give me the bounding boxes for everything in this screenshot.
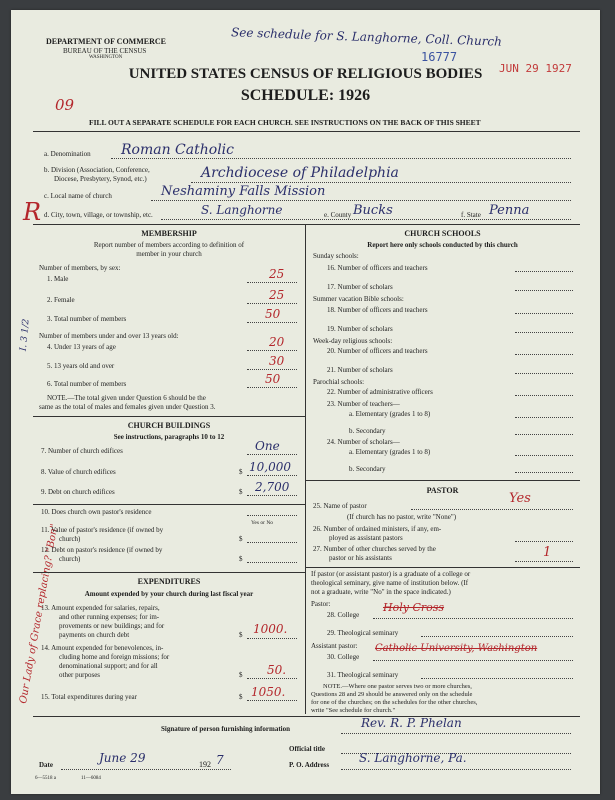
date-value: June 29 xyxy=(99,751,146,765)
q3-value: 50 xyxy=(265,307,281,321)
q14-label-4: other purposes xyxy=(59,671,101,679)
q22-label: 22. Number of administrative officers xyxy=(327,388,433,396)
q13-label-1: 13. Amount expended for salaries, repairs, xyxy=(41,604,160,612)
pastor-note-1: NOTE.—Where one pastor serves two or more churches, xyxy=(323,683,472,690)
parochial-label: Parochial schools: xyxy=(313,378,365,386)
q21-label: 21. Number of scholars xyxy=(327,366,393,374)
q31-label: 31. Theological seminary xyxy=(327,671,399,679)
q13-dollar: $ xyxy=(239,631,243,639)
q9-value: 2,700 xyxy=(255,480,290,494)
q26-label-1: 26. Number of ordained ministers, if any, em- xyxy=(313,525,442,533)
instruction-line: FILL OUT A SEPARATE SCHEDULE FOR EACH CHURCH. SEE INSTRUCTIONS ON THE BACK OF THIS SHEET xyxy=(89,118,481,127)
grad-note-1: If pastor (or assistant pastor) is a graduate of a college or xyxy=(311,570,471,578)
division-label-2: Diocese, Presbytery, Synod, etc.) xyxy=(54,175,147,183)
q24a-label: a. Elementary (grades 1 to 8) xyxy=(349,448,431,456)
q14-dollar: $ xyxy=(239,671,243,679)
q7-value: One xyxy=(255,439,280,453)
q18-label: 18. Number of officers and teachers xyxy=(327,306,428,314)
q26-label-2: ployed as assistant pastors xyxy=(329,534,403,542)
po-address-label: P. O. Address xyxy=(289,761,330,769)
weekday-label: Week-day religious schools: xyxy=(313,337,393,345)
city-label: WASHINGTON xyxy=(89,55,123,60)
date-label: Date xyxy=(39,761,53,769)
pastor-note-2: Questions 28 and 29 should be answered only on the schedule xyxy=(311,691,473,698)
q27-label-2: pastor or his assistants xyxy=(329,554,392,562)
yes-no-hint: Yes or No xyxy=(251,520,274,526)
red-code: 09 xyxy=(55,96,75,114)
q8-dollar: $ xyxy=(239,468,243,476)
q13-label-2: and other running expenses; for im- xyxy=(59,613,160,621)
by-sex-label: Number of members, by sex: xyxy=(39,264,121,272)
q9-label: 9. Debt on church edifices xyxy=(41,488,115,496)
denomination-value: Roman Catholic xyxy=(121,142,234,158)
q23b-label: b. Secondary xyxy=(349,427,386,435)
q25-label: 25. Name of pastor xyxy=(313,502,367,510)
membership-note-1: NOTE.—The total given under Question 6 should be the xyxy=(47,394,206,402)
q27-value: 1 xyxy=(543,545,552,560)
q6-value: 50 xyxy=(265,372,281,386)
age-label: Number of members under and over 13 years old: xyxy=(39,332,179,340)
county-value: Bucks xyxy=(353,203,393,218)
q29-label: 29. Theological seminary xyxy=(327,629,399,637)
local-name-value: Neshaminy Falls Mission xyxy=(161,184,326,199)
year-value: 7 xyxy=(216,753,224,767)
q7-label: 7. Number of church edifices xyxy=(41,447,123,455)
serial-number: 16777 xyxy=(421,50,458,64)
q17-label: 17. Number of scholars xyxy=(327,283,393,291)
local-name-label: c. Local name of church xyxy=(44,192,112,200)
q2-label: 2. Female xyxy=(47,296,75,304)
q8-value: 10,000 xyxy=(249,460,291,474)
q14-value: 50. xyxy=(267,663,287,677)
q14-label-1: 14. Amount expended for benevolences, in- xyxy=(41,644,164,652)
dept-label: DEPARTMENT OF COMMERCE xyxy=(46,37,167,46)
q12-dollar: $ xyxy=(239,555,243,563)
official-title-label: Official title xyxy=(289,745,325,753)
q12-label-2: church) xyxy=(59,555,81,563)
q10-label: 10. Does church own pastor's residence xyxy=(41,508,152,516)
q16-label: 16. Number of officers and teachers xyxy=(327,264,428,272)
expenditures-sub: Amount expended by your church during last fiscal year xyxy=(84,590,254,598)
margin-note: Our Lady of Grace replacing? "Bon" xyxy=(18,523,61,705)
pastor-title: PASTOR xyxy=(426,486,459,495)
q4-label: 4. Under 13 years of age xyxy=(47,343,116,351)
q24b-label: b. Secondary xyxy=(349,465,386,473)
membership-sub1: Report number of members according to definition of xyxy=(93,241,245,249)
q23a-label: a. Elementary (grades 1 to 8) xyxy=(349,410,431,418)
form-title: UNITED STATES CENSUS OF RELIGIOUS BODIES xyxy=(128,66,483,82)
q15-dollar: $ xyxy=(239,693,243,701)
q14-label-2: cluding home and foreign missions; for xyxy=(59,653,170,661)
q23-label: 23. Number of teachers— xyxy=(327,400,400,408)
bureau-label: BUREAU OF THE CENSUS xyxy=(63,47,147,55)
q13-value: 1000. xyxy=(253,622,288,636)
form-code-2: 11—6084 xyxy=(81,776,101,781)
pastor-sub-label: Pastor: xyxy=(311,600,331,608)
q20-label: 20. Number of officers and teachers xyxy=(327,347,428,355)
city-field-label: d. City, town, village, or township, etc. xyxy=(44,211,153,219)
q1-value: 25 xyxy=(269,267,285,281)
buildings-sub: See instructions, paragraphs 10 to 12 xyxy=(113,433,225,441)
q15-label: 15. Total expenditures during year xyxy=(41,693,137,701)
grad-note-2: theological seminary, give name of institution below. (If xyxy=(311,579,469,587)
q3-label: 3. Total number of members xyxy=(47,315,127,323)
division-label-1: b. Division (Association, Conference, xyxy=(44,166,150,174)
q27-label-1: 27. Number of other churches served by the xyxy=(313,545,436,553)
q5-value: 30 xyxy=(269,354,285,368)
county-label: e. County xyxy=(324,211,352,219)
q5-label: 5. 13 years old and over xyxy=(47,362,115,370)
date-stamp: JUN 29 1927 xyxy=(499,62,572,75)
membership-sub2: member in your church xyxy=(136,250,202,258)
grad-note-3: not a graduate, write "No" in the space indicated.) xyxy=(311,588,451,596)
q9-dollar: $ xyxy=(239,488,243,496)
form-code: 6—5518 a xyxy=(35,776,56,781)
q13-label-3: provements or new buildings; and for xyxy=(59,622,165,630)
q4-value: 20 xyxy=(269,335,285,349)
buildings-title: CHURCH BUILDINGS xyxy=(127,421,211,430)
summer-label: Summer vacation Bible schools: xyxy=(313,295,404,303)
q1-label: 1. Male xyxy=(47,275,69,283)
membership-title: MEMBERSHIP xyxy=(141,229,197,238)
po-address-value: S. Langhorne, Pa. xyxy=(359,751,467,765)
q6-label: 6. Total number of members xyxy=(47,380,127,388)
pastor-note-3: for one of the churches; on the schedules for the other churches, xyxy=(311,699,478,706)
expenditures-title: EXPENDITURES xyxy=(137,577,201,586)
division-value: Archdiocese of Philadelphia xyxy=(201,165,399,181)
handwritten-note: See schedule for S. Langhorne, Coll. Church xyxy=(230,25,503,49)
year-prefix: 192 xyxy=(199,760,211,769)
red-r-mark: R xyxy=(23,198,42,226)
denomination-label: a. Denomination xyxy=(44,150,91,158)
state-value: Penna xyxy=(489,203,530,218)
membership-note-2: same as the total of males and females given under Question 3. xyxy=(39,403,216,411)
q28-label: 28. College xyxy=(327,611,360,619)
q11-label-1: 11. Value of pastor's residence (if owned by xyxy=(41,526,164,534)
signature-value: Rev. R. P. Phelan xyxy=(361,716,462,730)
q19-label: 19. Number of scholars xyxy=(327,325,393,333)
q13-label-4: payments on church debt xyxy=(59,631,130,639)
q11-label-2: church) xyxy=(59,535,81,543)
q12-label-1: 12. Debt on pastor's residence (if owned by xyxy=(41,546,163,554)
sunday-label: Sunday schools: xyxy=(313,252,359,260)
q8-label: 8. Value of church edifices xyxy=(41,468,116,476)
q15-value: 1050. xyxy=(251,685,286,699)
asst-pastor-label: Assistant pastor: xyxy=(311,642,358,650)
signature-label: Signature of person furnishing information xyxy=(161,725,290,733)
census-form xyxy=(11,10,600,794)
q14-label-3: denominational support; and for all xyxy=(59,662,158,670)
schools-sub: Report here only schools conducted by this church xyxy=(367,241,518,249)
q30-value: Catholic University, Washington xyxy=(375,643,538,654)
q25-note: (If church has no pastor, write "None") xyxy=(347,513,457,521)
q11-dollar: $ xyxy=(239,535,243,543)
pastor-note-4: write "See schedule for church." xyxy=(311,707,396,714)
q24-label: 24. Number of scholars— xyxy=(327,438,400,446)
city-value: S. Langhorne xyxy=(201,203,283,217)
q30-label: 30. College xyxy=(327,653,360,661)
q28-value: Holy Cross xyxy=(383,601,445,614)
schedule-title: SCHEDULE: 1926 xyxy=(240,87,371,104)
margin-note-2: I. 3 1/2 xyxy=(18,318,32,352)
state-label: f. State xyxy=(461,211,481,219)
q25-value: Yes xyxy=(509,491,531,506)
q2-value: 25 xyxy=(269,288,285,302)
schools-title: CHURCH SCHOOLS xyxy=(404,229,481,238)
